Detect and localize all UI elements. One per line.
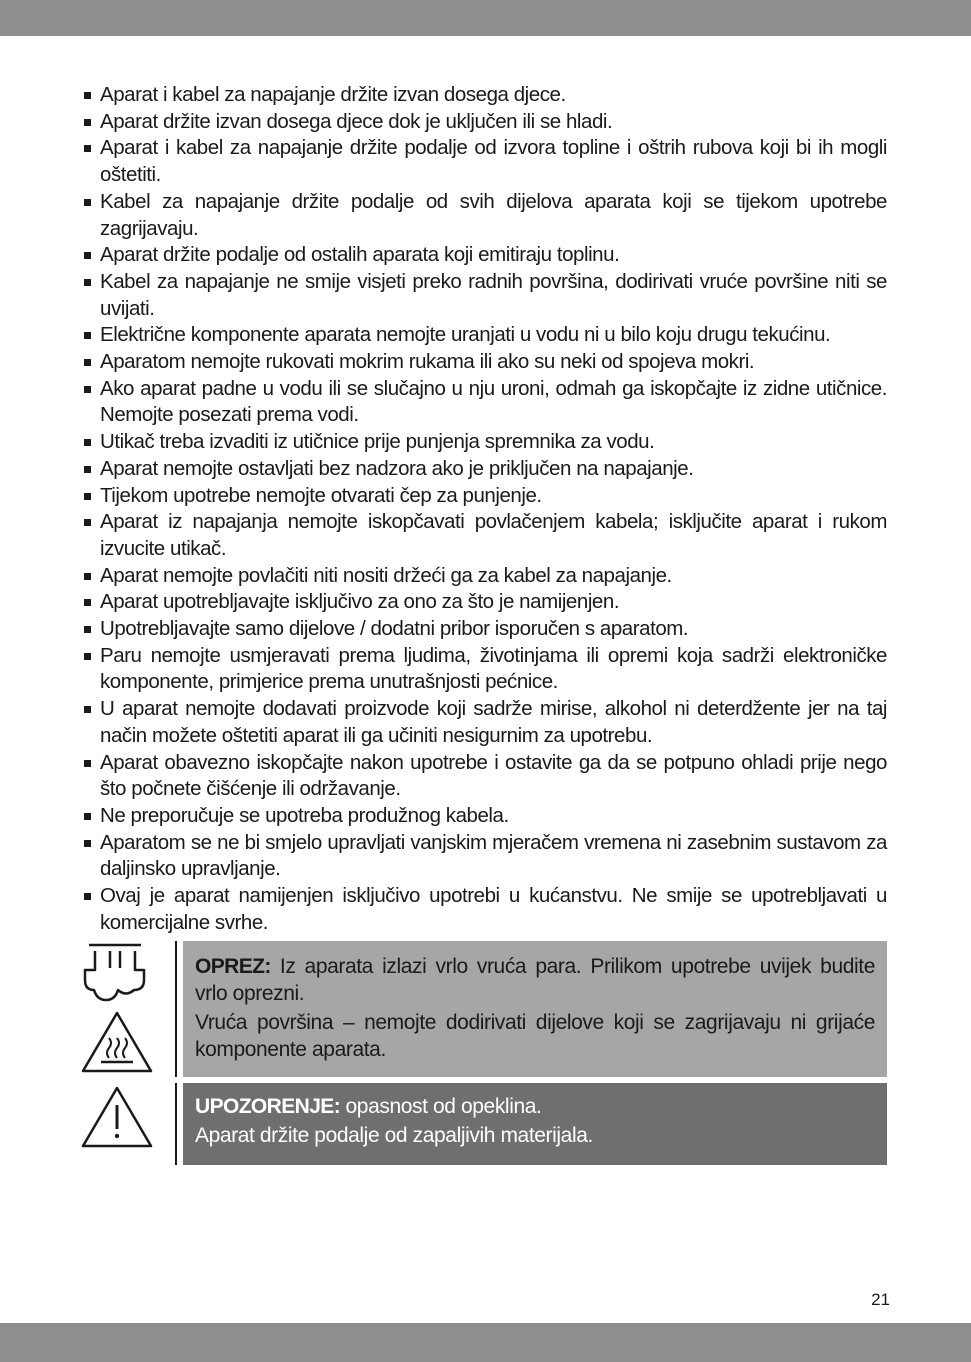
safety-instruction-item <box>100 589 887 616</box>
bullet-square-icon <box>84 386 91 393</box>
safety-instruction-text: Aparat obavezno iskopčajte nakon upotrebe i ostavite ga da se potpuno ohladi prije nego što počnete čišćenje ili održavanje. <box>100 750 887 801</box>
warning-divider-line <box>175 1083 177 1165</box>
safety-instruction-text: Ovaj je aparat namijenjen isključivo upotrebi u kućanstvu. Ne smije se upotrebljavati u komercijalne svrhe. <box>100 884 887 934</box>
safety-instruction-item <box>100 242 887 269</box>
safety-instruction-item <box>100 429 887 456</box>
safety-instruction-item <box>100 803 887 830</box>
bullet-square-icon <box>84 626 91 633</box>
safety-instruction-item <box>100 750 887 803</box>
bullet-square-icon <box>84 599 91 606</box>
hot-surface-warning-icon <box>81 1010 153 1074</box>
bullet-square-icon <box>84 199 91 206</box>
safety-instruction-item <box>100 189 887 242</box>
warning-label: UPOZORENJE: <box>195 1095 341 1118</box>
safety-instruction-text: Ako aparat padne u vodu ili se slučajno u nju uroni, odmah ga iskopčajte iz zidne utičnice. Nemojte posezati prema vodi. <box>100 376 887 427</box>
safety-instruction-text: Aparat držite izvan dosega djece dok je uključen ili se hladi. <box>100 109 613 133</box>
caution-label: OPREZ: <box>195 955 271 978</box>
warning-paragraph <box>195 1093 875 1120</box>
caution-box <box>183 941 887 1077</box>
safety-instruction-text: Aparat upotrebljavajte isključivo za ono za što je namijenjen. <box>100 590 620 614</box>
bullet-square-icon <box>84 706 91 713</box>
bullet-square-icon <box>84 145 91 152</box>
safety-instruction-text: U aparat nemojte dodavati proizvode koji sadrže mirise, alkohol ni deterdžente jer na taj način možete oštetiti aparat ili ga učiniti nesigurnim za upotrebu. <box>100 697 887 747</box>
safety-instruction-item <box>100 696 887 749</box>
caution-text: Iz aparata izlazi vrlo vruća para. Prilikom upotrebe uvijek budite vrlo oprezni. <box>195 955 875 1005</box>
bullet-square-icon <box>84 760 91 767</box>
safety-instruction-item <box>100 135 887 188</box>
bullet-square-icon <box>84 519 91 526</box>
warning-text: opasnost od opeklina. <box>340 1095 542 1118</box>
bullet-square-icon <box>84 359 91 366</box>
safety-instruction-item <box>100 883 887 936</box>
bullet-square-icon <box>84 573 91 580</box>
bullet-square-icon <box>84 466 91 473</box>
bullet-square-icon <box>84 439 91 446</box>
bullet-square-icon <box>84 332 91 339</box>
page-number: 21 <box>871 1290 890 1309</box>
bullet-square-icon <box>84 493 91 500</box>
safety-instruction-item <box>100 509 887 562</box>
footer-bar <box>0 1323 971 1362</box>
caution-divider-line <box>175 941 177 1077</box>
bullet-square-icon <box>84 92 91 99</box>
safety-instruction-item <box>100 349 887 376</box>
safety-instruction-item <box>100 82 887 109</box>
caution-paragraph <box>195 953 875 1007</box>
safety-instruction-text: Električne komponente aparata nemojte uranjati u vodu ni u bilo koju drugu tekućinu. <box>100 323 831 347</box>
safety-instruction-text: Tijekom upotrebe nemojte otvarati čep za punjenje. <box>100 483 542 507</box>
safety-instruction-item <box>100 616 887 643</box>
safety-instruction-text: Aparatom nemojte rukovati mokrim rukama ili ako su neki od spojeva mokri. <box>100 350 755 374</box>
general-warning-icon <box>81 1085 153 1149</box>
bullet-square-icon <box>84 119 91 126</box>
safety-instruction-text: Aparat i kabel za napajanje držite izvan dosega djece. <box>100 83 566 106</box>
safety-instruction-text: Kabel za napajanje držite podalje od svih dijelova aparata koji se tijekom upotrebe zagrijavaju. <box>100 189 887 240</box>
safety-instruction-item <box>100 456 887 483</box>
safety-instruction-text: Paru nemojte usmjeravati prema ljudima, životinjama ili opremi koja sadrži elektroničke komponente, primjerice prema unutrašnjosti pećnice. <box>100 643 887 694</box>
bullet-square-icon <box>84 279 91 286</box>
safety-instruction-item <box>100 269 887 322</box>
bullet-square-icon <box>84 252 91 259</box>
warning-second-text: Aparat držite podalje od zapaljivih materijala. <box>195 1124 593 1147</box>
safety-instruction-text: Utikač treba izvaditi iz utičnice prije punjenja spremnika za vodu. <box>100 430 655 454</box>
safety-instruction-item <box>100 563 887 590</box>
safety-instruction-text: Aparat iz napajanja nemojte iskopčavati povlačenjem kabela; isključite aparat i rukom izvucite utikač. <box>100 510 887 560</box>
safety-instruction-text: Aparat nemojte ostavljati bez nadzora ako je priključen na napajanje. <box>100 456 694 480</box>
bullet-square-icon <box>84 840 91 847</box>
safety-instruction-item <box>100 322 887 349</box>
bullet-square-icon <box>84 653 91 660</box>
safety-instruction-item <box>100 830 887 883</box>
safety-instruction-text: Ne preporučuje se upotreba produžnog kabela. <box>100 803 509 827</box>
steam-hazard-icon <box>82 942 148 1004</box>
bullet-square-icon <box>84 813 91 820</box>
safety-instruction-item <box>100 376 887 429</box>
safety-instruction-text: Aparat i kabel za napajanje držite podalje od izvora topline i oštrih rubova koji bi ih mogli oštetiti. <box>100 136 887 187</box>
header-bar <box>0 0 971 36</box>
hot-surface-text: Vruća površina – nemojte dodirivati dijelove koji se zagrijavaju ni grijaće komponente aparata. <box>195 1011 875 1061</box>
bullet-square-icon <box>84 893 91 900</box>
warning-box <box>183 1083 887 1165</box>
safety-instruction-text: Aparat držite podalje od ostalih aparata koji emitiraju toplinu. <box>100 243 620 267</box>
safety-instruction-text: Kabel za napajanje ne smije visjeti preko radnih površina, dodirivati vruće površine niti se uvijati. <box>100 269 887 320</box>
safety-instruction-item <box>100 643 887 696</box>
safety-instructions-list <box>0 82 971 937</box>
safety-instruction-item <box>100 109 887 136</box>
safety-instruction-text: Upotrebljavajte samo dijelove / dodatni pribor isporučen s aparatom. <box>100 617 689 641</box>
safety-instruction-item <box>100 483 887 510</box>
safety-instruction-text: Aparat nemojte povlačiti niti nositi držeći ga za kabel za napajanje. <box>100 563 672 587</box>
safety-instruction-text: Aparatom se ne bi smjelo upravljati vanjskim mjeračem vremena ni zasebnim sustavom za daljinsko upravljanje. <box>100 830 887 881</box>
